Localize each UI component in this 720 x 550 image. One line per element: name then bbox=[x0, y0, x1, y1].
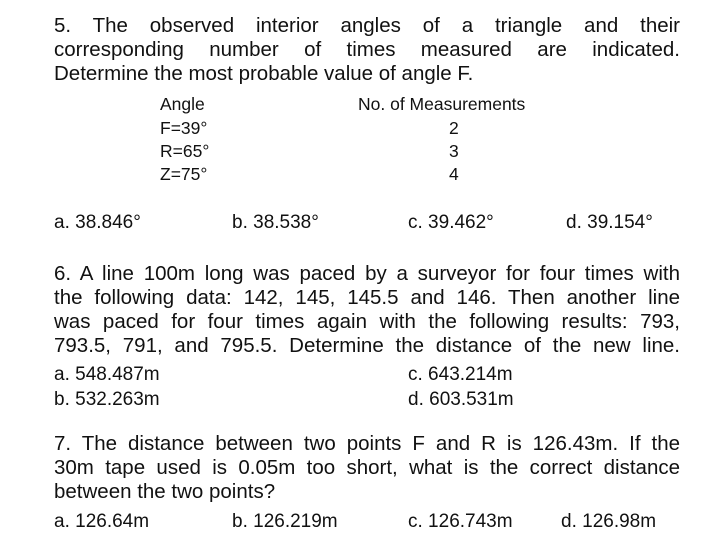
question-7-line: 30m tape used is 0.05m too short, what is the correct distance bbox=[54, 456, 680, 479]
question-5-line: 5. The observed interior angles of a triangle and their bbox=[54, 14, 680, 37]
question-5-text bbox=[54, 14, 680, 86]
question-6-line: the following data: 142, 145, 145.5 and 146. Then another line bbox=[54, 286, 680, 309]
angle-cell: Z=75° bbox=[160, 164, 208, 184]
choice-d: d. 603.531m bbox=[408, 389, 514, 410]
choice-c: c. 126.743m bbox=[408, 511, 513, 532]
choice-b: b. 38.538° bbox=[232, 212, 319, 233]
choice-c: c. 643.214m bbox=[408, 364, 513, 385]
count-cell: 3 bbox=[449, 141, 459, 161]
angle-cell: F=39° bbox=[160, 118, 208, 138]
choice-b: b. 126.219m bbox=[232, 511, 338, 532]
question-7-line: 7. The distance between two points F and R is 126.43m. If the bbox=[54, 432, 680, 455]
question-5-line: Determine the most probable value of angle F. bbox=[54, 62, 474, 85]
angle-column-header: Angle bbox=[160, 94, 205, 114]
measurements-column-header: No. of Measurements bbox=[358, 94, 526, 114]
choice-c: c. 39.462° bbox=[408, 212, 494, 233]
question-6-line: was paced for four times again with the following results: 793, bbox=[54, 310, 680, 333]
choice-a: a. 548.487m bbox=[54, 364, 160, 385]
question-7-line: between the two points? bbox=[54, 480, 276, 503]
choice-d: d. 126.98m bbox=[561, 511, 657, 532]
question-5-line: corresponding number of times measured are indicated. bbox=[54, 38, 680, 61]
count-cell: 4 bbox=[449, 164, 459, 184]
angle-cell: R=65° bbox=[160, 141, 210, 161]
question-6-line: 6. A line 100m long was paced by a surveyor for four times with bbox=[54, 262, 680, 285]
choice-a: a. 38.846° bbox=[54, 212, 141, 233]
question-6-text bbox=[54, 262, 680, 358]
choice-d: d. 39.154° bbox=[566, 212, 653, 233]
question-6-line: 793.5, 791, and 795.5. Determine the distance of the new line. bbox=[54, 334, 680, 357]
choice-b: b. 532.263m bbox=[54, 389, 160, 410]
question-7-text bbox=[54, 432, 680, 504]
choice-a: a. 126.64m bbox=[54, 511, 150, 532]
count-cell: 2 bbox=[449, 118, 459, 138]
